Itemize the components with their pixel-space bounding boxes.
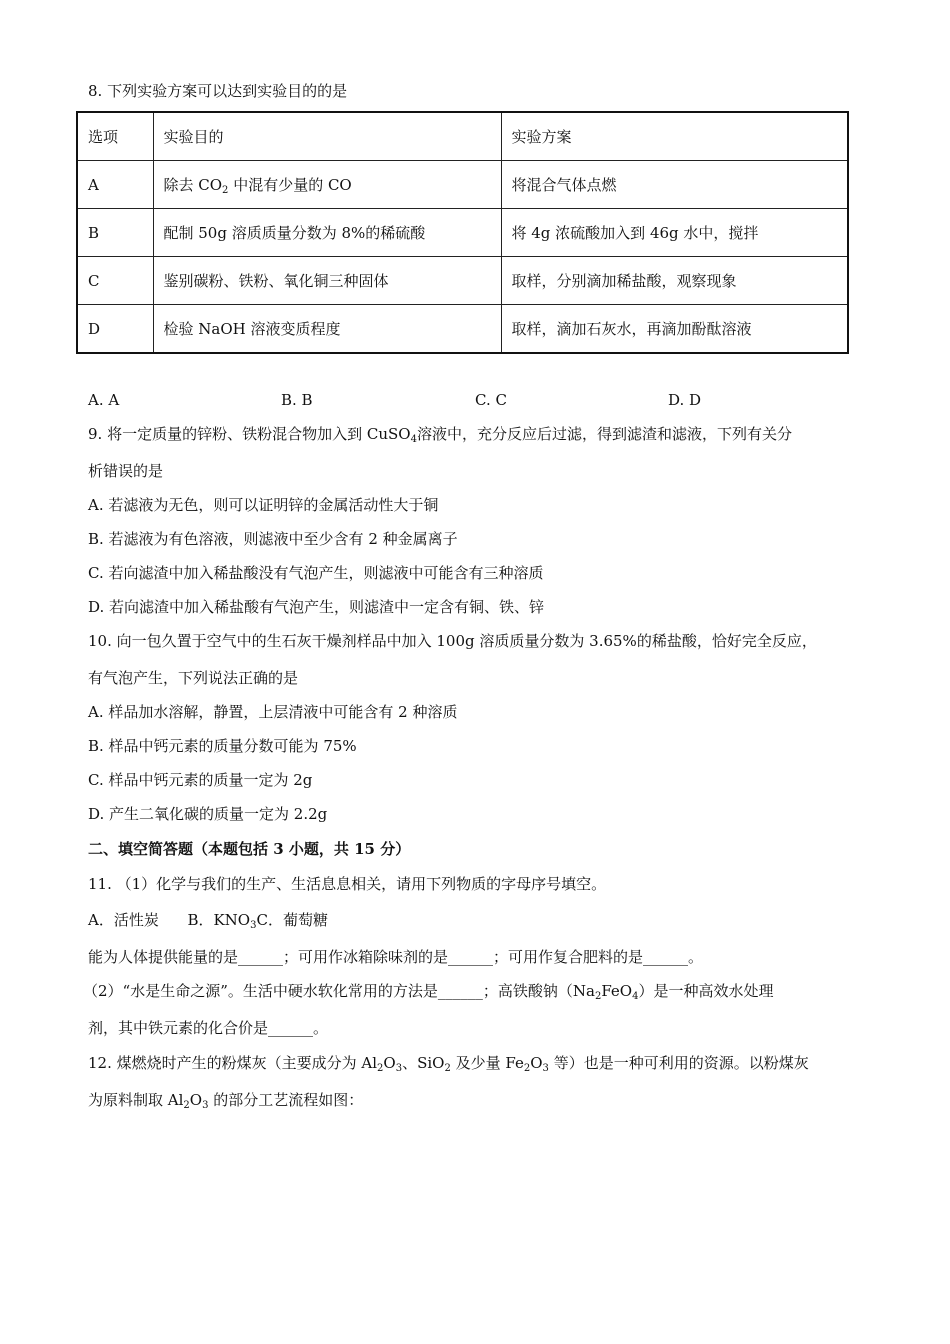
q11-part2-line2: 剂，其中铁元素的化合价是______。	[88, 1019, 329, 1037]
row-option: C	[77, 257, 153, 305]
q8-stem: 8. 下列实验方案可以达到实验目的的是	[88, 82, 348, 100]
q9-option-d: D. 若向滤渣中加入稀盐酸有气泡产生，则滤渣中一定含有铜、铁、锌	[88, 598, 545, 616]
row-plan: 取样，滴加石灰水，再滴加酚酞溶液	[501, 305, 848, 354]
q8-option-c: C. C	[475, 391, 507, 409]
q10-stem-line1: 10. 向一包久置于空气中的生石灰干燥剂样品中加入 100g 溶质质量分数为 3.65%的稀盐酸，恰好完全反应，	[88, 632, 817, 650]
q11-blanks-line: 能为人体提供能量的是______；可用作冰箱除味剂的是______；可用作复合肥料的是______。	[88, 948, 704, 966]
header-plan: 实验方案	[501, 112, 848, 161]
q11-choices: A．活性炭 B．$KNO_3C$．葡萄糖	[88, 911, 328, 931]
q8-option-a: A. A	[88, 391, 120, 409]
q12-stem-line1: 12. 煤燃烧时产生的粉煤灰（主要成分为 $Al_2O_3$、SiO$_2$ 及少量 $Fe_2O_3$ 等）也是一种可利用的资源。以粉煤灰	[88, 1054, 809, 1074]
q10-stem-line2: 有气泡产生，下列说法正确的是	[88, 669, 299, 687]
q11-stem: 11. （1）化学与我们的生产、生活息息相关，请用下列物质的字母序号填空。	[88, 875, 607, 893]
q12-stem-line2: 为原料制取 $Al_2O_3$ 的部分工艺流程如图：	[88, 1091, 364, 1111]
experiment-table	[76, 111, 849, 354]
q11-part2-line1: （2）“水是生命之源”。生活中硬水软化常用的方法是______；高铁酸钠$(Na_2FeO_4)$是一种高效水处理	[83, 982, 774, 1002]
section-heading: 二、填空简答题（本题包括 3 小题，共 15 分）	[88, 840, 411, 858]
q10-option-b: B. 样品中钙元素的质量分数可能为 75%	[88, 737, 357, 755]
q9-option-c: C. 若向滤渣中加入稀盐酸没有气泡产生，则滤液中可能含有三种溶质	[88, 564, 544, 582]
table-row	[77, 305, 848, 354]
q9-option-a: A. 若滤液为无色，则可以证明锌的金属活动性大于铜	[88, 496, 439, 514]
q10-option-d: D. 产生二氧化碳的质量一定为 2.2g	[88, 805, 328, 823]
q8-option-d: D. D	[668, 391, 702, 409]
row-purpose: 除去 $CO_2$ 中混有少量的 CO	[153, 161, 501, 209]
row-option: B	[77, 209, 153, 257]
q8-option-b: B. B	[281, 391, 313, 409]
row-plan: 将 4g 浓硫酸加入到 46g 水中，搅拌	[501, 209, 848, 257]
row-purpose: 检验 NaOH 溶液变质程度	[153, 305, 501, 354]
q9-stem-line2: 析错误的是	[88, 462, 164, 480]
row-option: A	[77, 161, 153, 209]
row-plan: 取样，分别滴加稀盐酸，观察现象	[501, 257, 848, 305]
table-row	[77, 161, 848, 209]
q9-option-b: B. 若滤液为有色溶液，则滤液中至少含有 2 种金属离子	[88, 530, 458, 548]
q9-stem-line1: 9. 将一定质量的锌粉、铁粉混合物加入到 CuSO$_4$溶液中，充分反应后过滤，得到滤渣和滤液，下列有关分	[88, 425, 792, 445]
row-purpose: 配制 50g 溶质质量分数为 8%的稀硫酸	[153, 209, 501, 257]
row-option: D	[77, 305, 153, 354]
header-purpose: 实验目的	[153, 112, 501, 161]
table-row	[77, 257, 848, 305]
q10-option-a: A. 样品加水溶解，静置，上层清液中可能含有 2 种溶质	[88, 703, 458, 721]
row-purpose: 鉴别碳粉、铁粉、氧化铜三种固体	[153, 257, 501, 305]
q10-option-c: C. 样品中钙元素的质量一定为 2g	[88, 771, 313, 789]
table-row	[77, 209, 848, 257]
row-plan: 将混合气体点燃	[501, 161, 848, 209]
table-header-row	[77, 112, 848, 161]
header-option: 选项	[77, 112, 153, 161]
